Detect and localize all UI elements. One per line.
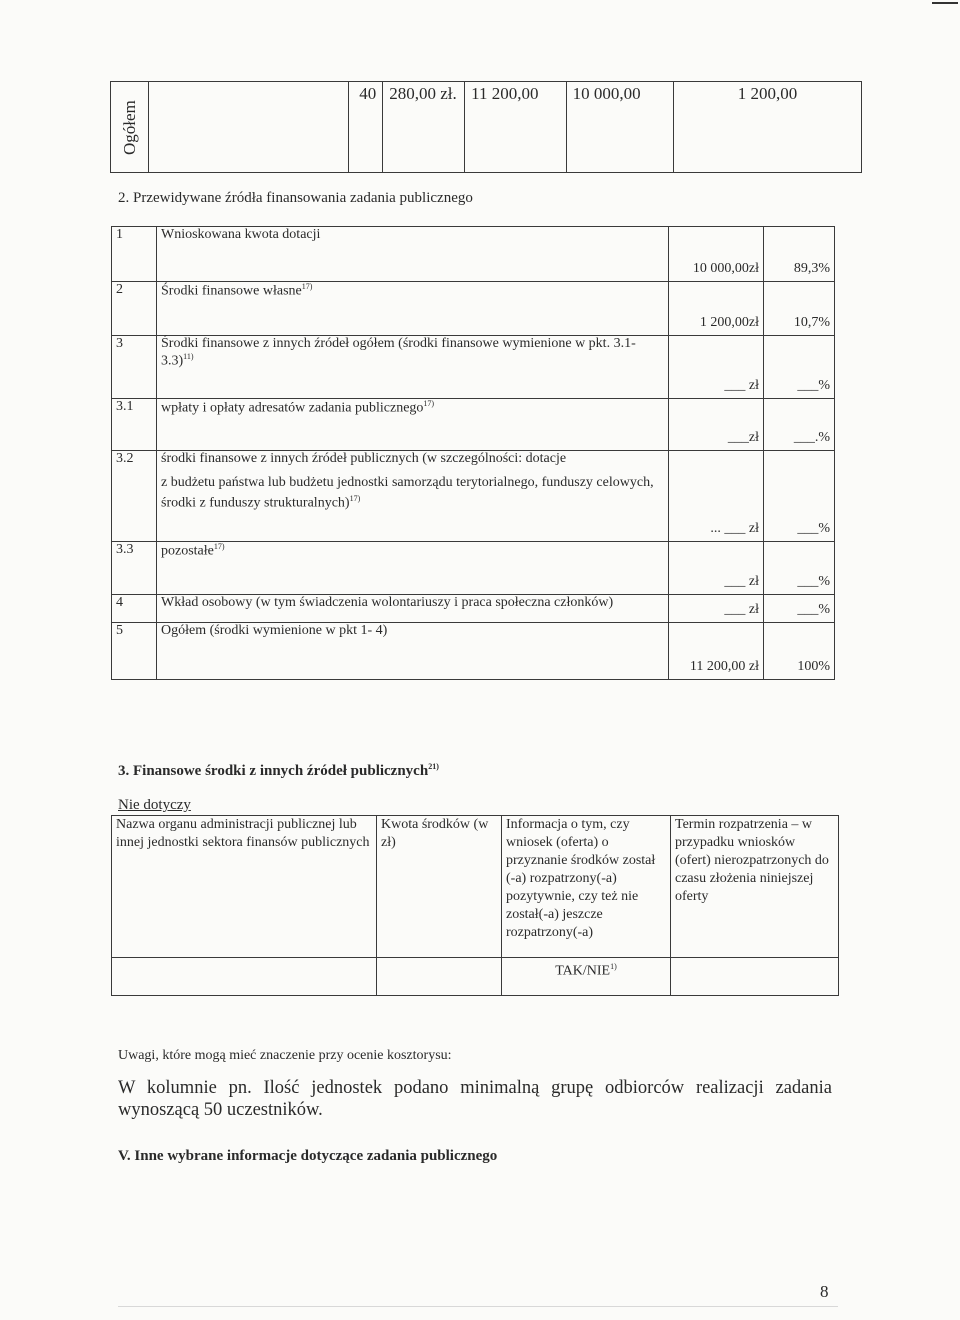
funding-percent: ___% xyxy=(764,336,835,399)
corner-mark xyxy=(932,2,958,4)
remarks-text: W kolumnie pn. Ilość jednostek podano minimalną grupę odbiorców realizacji zadania wynoszącą 50 uczestników. xyxy=(118,1078,832,1120)
summary-cell-grant: 10 000,00 xyxy=(566,82,673,173)
header-organ-name: Nazwa organu administracji publicznej lub innej jednostki sektora finansów publicznych xyxy=(112,816,377,958)
funding-amount: ... ___ zł xyxy=(669,451,764,542)
remarks-label: Uwagi, które mogą mieć znaczenie przy ocenie kosztorysu: xyxy=(118,1048,452,1063)
funding-row: 2 Środki finansowe własne$^{17)}$ 1 200,00zł 10,7% xyxy=(112,281,835,336)
funding-row-text: Środki finansowe z innych źródeł ogółem (środki finansowe wymienione w pkt. 3.1-3.3)$^{11)}$ xyxy=(157,336,669,399)
funding-amount: 10 000,00zł xyxy=(669,227,764,282)
funding-amount: ___ zł xyxy=(669,542,764,595)
funding-amount: ___ zł xyxy=(669,595,764,623)
header-amount: Kwota środków (w zł) xyxy=(377,816,502,958)
funding-percent: ___.% xyxy=(764,398,835,451)
section2-title: 2. Przewidywane źródła finansowania zadania publicznego xyxy=(118,190,473,206)
header-review-deadline: Termin rozpatrzenia – w przypadku wniosków (ofert) nierozpatrzonych do czasu złożenia niniejszej oferty xyxy=(671,816,839,958)
other-public-sources-table xyxy=(111,815,839,996)
footer-divider xyxy=(118,1306,838,1307)
funding-row: 1 Wnioskowana kwota dotacji 10 000,00zł 89,3% xyxy=(112,227,835,282)
tak-nie-cell: TAK/NIE$^{1)}$ xyxy=(502,958,671,996)
funding-row: 5 Ogółem (środki wymienione w pkt 1- 4) 11 200,00 zł 100% xyxy=(112,623,835,680)
funding-percent: ___% xyxy=(764,542,835,595)
summary-cell-total: 11 200,00 xyxy=(465,82,567,173)
sectionV-title: V. Inne wybrane informacje dotyczące zadania publicznego xyxy=(118,1148,498,1164)
funding-percent: 100% xyxy=(764,623,835,680)
funding-amount: 1 200,00zł xyxy=(669,281,764,336)
funding-sources-table xyxy=(111,226,835,680)
funding-row: 3.1 wpłaty i opłaty adresatów zadania publicznego$^{17)}$ ___zł ___.% xyxy=(112,398,835,451)
funding-row-text: wpłaty i opłaty adresatów zadania publicznego$^{17)}$ xyxy=(157,398,669,451)
section3-title: 3. Finansowe środki z innych źródeł publicznych$^{21)}$ xyxy=(118,762,439,779)
funding-row-text: Wnioskowana kwota dotacji xyxy=(157,227,669,282)
summary-cell-quantity: 40 xyxy=(348,82,383,173)
funding-row: 3.2 środki finansowe z innych źródeł publicznych (w szczególności: dotacje z budżetu państwa lub budżetu jednostki samorządu terytorialnego, funduszy celowych, środki z funduszy strukturalnych)$^{17)}$ ... ___ zł ___% xyxy=(112,451,835,542)
funding-row: 4 Wkład osobowy (w tym świadczenia wolontariuszy i praca społeczna członków) ___ zł ___% xyxy=(112,595,835,623)
funding-row-text: środki finansowe z innych źródeł publicznych (w szczególności: dotacje z budżetu państwa lub budżetu jednostki samorządu terytorialnego, funduszy celowych, środki z funduszy strukturalnych)$^{17)}$ xyxy=(157,451,669,542)
funding-percent: 10,7% xyxy=(764,281,835,336)
summary-cell-unit-cost: 280,00 zł. xyxy=(383,82,465,173)
funding-percent: ___% xyxy=(764,595,835,623)
table-row xyxy=(112,958,839,996)
funding-row-text: pozostałe$^{17)}$ xyxy=(157,542,669,595)
funding-row-text: Wkład osobowy (w tym świadczenia wolontariuszy i praca społeczna członków) xyxy=(157,595,669,623)
funding-percent: ___% xyxy=(764,451,835,542)
funding-row: 3.3 pozostałe$^{17)}$ ___ zł ___% xyxy=(112,542,835,595)
header-status-info: Informacja o tym, czy wniosek (oferta) o przyznanie środków został (-a) rozpatrzony(-a) pozytywnie, czy też nie został(-a) jeszcze rozpatrzony(-a) xyxy=(502,816,671,958)
summary-table xyxy=(110,81,862,173)
funding-row-text: Środki finansowe własne$^{17)}$ xyxy=(157,281,669,336)
funding-row: 3 Środki finansowe z innych źródeł ogółem (środki finansowe wymienione w pkt. 3.1-3.3)$^{11)}$ ___ zł ___% xyxy=(112,336,835,399)
page-number: 8 xyxy=(820,1282,829,1301)
funding-row-text: Ogółem (środki wymienione w pkt 1- 4) xyxy=(157,623,669,680)
not-applicable-note: Nie dotyczy xyxy=(118,797,191,813)
funding-amount: 11 200,00 zł xyxy=(669,623,764,680)
funding-amount: ___ zł xyxy=(669,336,764,399)
funding-amount: ___zł xyxy=(669,398,764,451)
summary-cell-own: 1 200,00 xyxy=(673,82,861,173)
funding-percent: 89,3% xyxy=(764,227,835,282)
summary-side-label: Ogółem xyxy=(111,82,149,173)
